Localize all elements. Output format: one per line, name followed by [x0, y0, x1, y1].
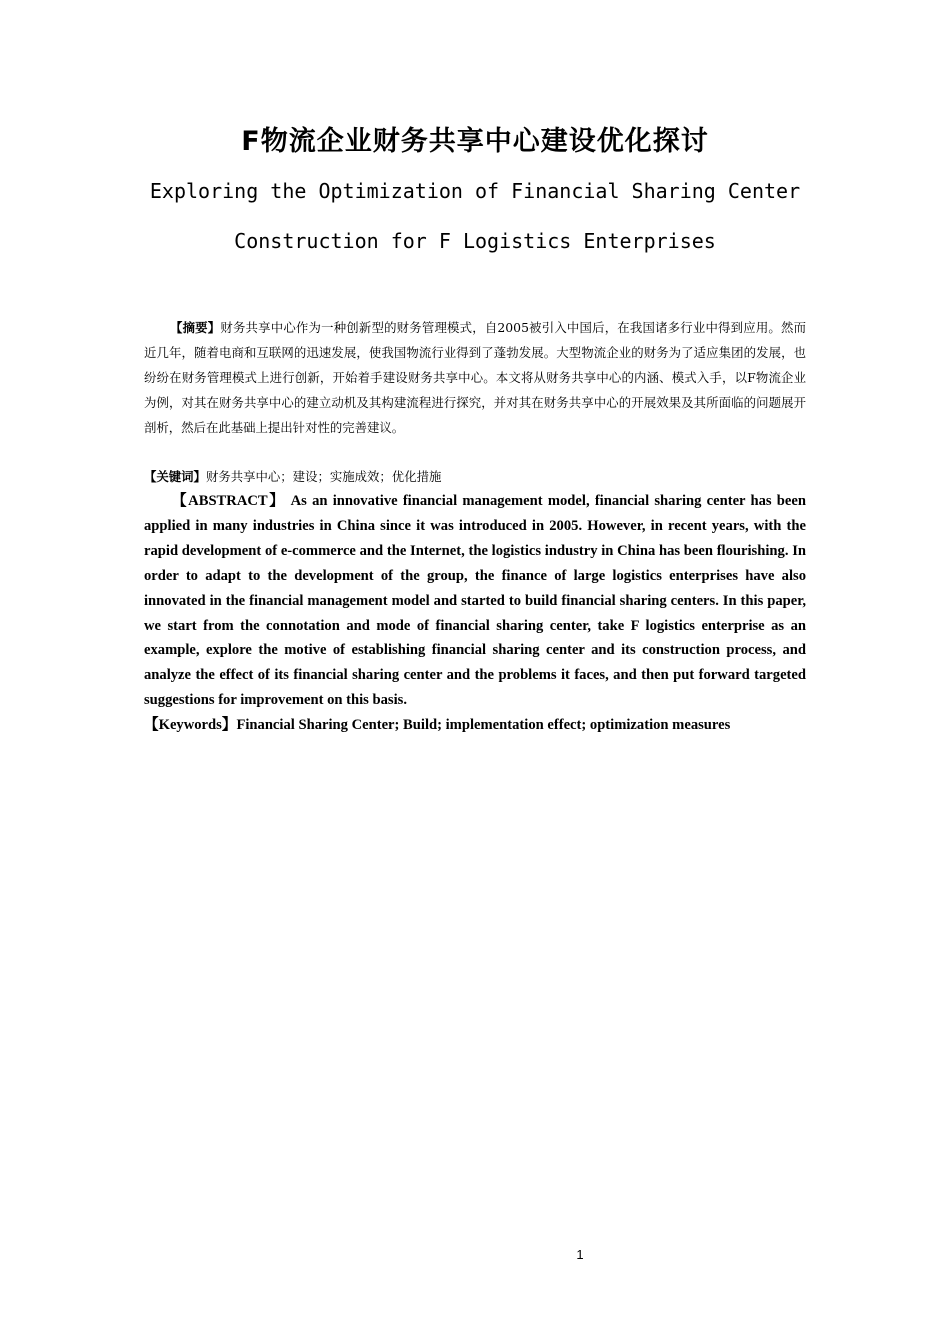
english-abstract [144, 489, 806, 713]
chinese-keywords-text: 财务共享中心；建设；实施成效；优化措施 [205, 469, 442, 484]
chinese-keywords [144, 464, 806, 489]
chinese-title: F物流企业财务共享中心建设优化探讨 [241, 126, 709, 157]
chinese-abstract-text: 财务共享中心作为一种创新型的财务管理模式，自2005被引入中国后，在我国诸多行业中得到应用。然而近几年，随着电商和互联网的迅速发展，使我国物流行业得到了蓬勃发展。大型物流企业的财务为了适应集团的发展，也纷纷在财务管理模式上进行创新，开始着手建设财务共享中心。本文将从财务共享中心的内涵、模式入手，以F物流企业为例，对其在财务共享中心的建立动机及其构建流程进行探究，并对其在财务共享中心的开展效果及其所面临的问题展开剖析，然后在此基础上提出针对性的完善建议。 [144, 320, 806, 435]
english-abstract-label: 【ABSTRACT】 [172, 493, 286, 509]
english-title-line-2: Construction for F Logistics Enterprises [234, 229, 716, 253]
english-title-line-1: Exploring the Optimization of Financial Sharing Center [149, 179, 801, 203]
english-keywords [144, 713, 806, 738]
english-keywords-text: Financial Sharing Center; Build; implementation effect; optimization measures [236, 717, 731, 733]
chinese-abstract-label: 【摘要】 [170, 320, 221, 335]
chinese-keywords-label: 【关键词】 [144, 469, 206, 484]
english-abstract-text: As an innovative financial management model, financial sharing center has been applied in many industries in China since it was introduced in 2005. However, in recent years, with the rapid development of e-commerce and the Internet, the logistics industry in China has been flourishing. In order to adapt to the development of the group, the finance of large logistics enterprises have also innovated in the financial management model and started to build financial sharing centers. In this paper, we start from the connotation and mode of financial sharing center, take F logistics enterprise as an example, explore the motive of establishing financial sharing center and its construction process, and analyze the effect of its financial sharing center and the problems it faces, and then put forward targeted suggestions for improvement on this basis. [144, 493, 806, 709]
chinese-abstract [144, 315, 806, 440]
page-number: 1 [576, 1247, 584, 1262]
english-keywords-label: 【Keywords】 [144, 717, 237, 733]
